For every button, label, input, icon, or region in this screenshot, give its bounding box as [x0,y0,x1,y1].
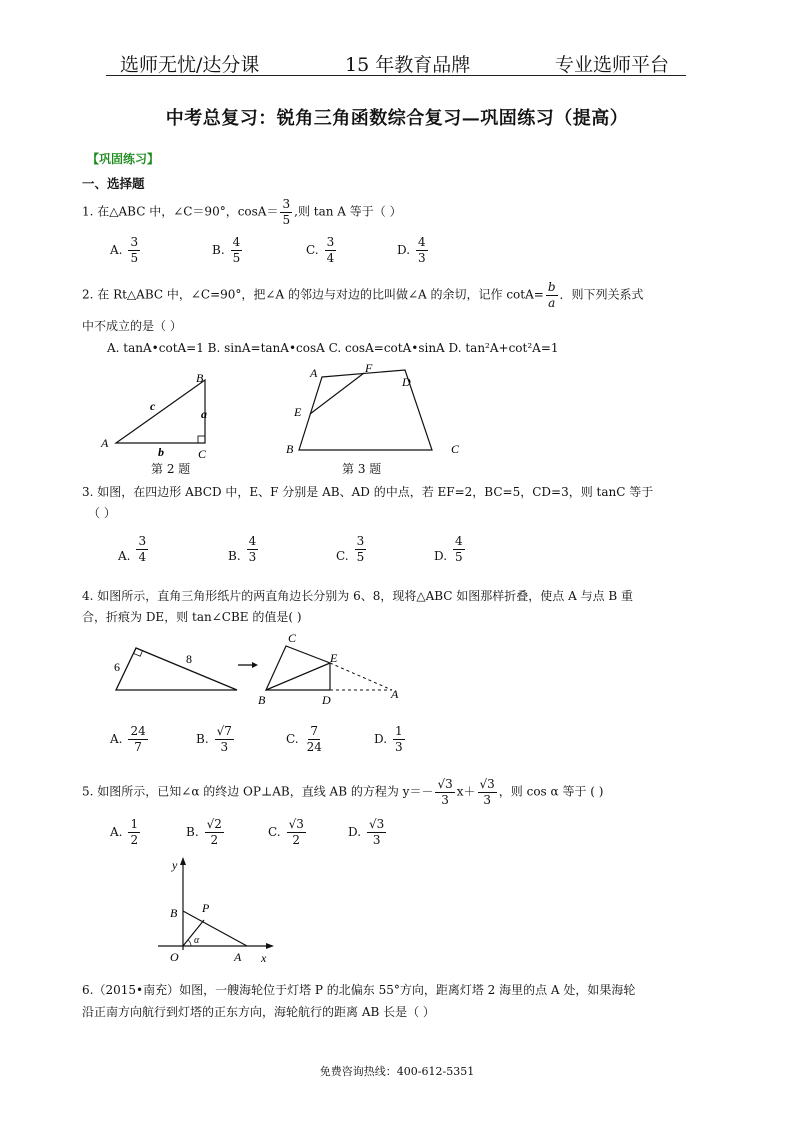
q5-option-d: D. $\frac{√3}{3}$ [348,817,385,847]
q2-options: A. tanA•cotA=1 B. sinA=tanA•cosA C. cosA=cotA•sinA D. tan²A+cot²A=1 [107,341,559,355]
q6-line2: 沿正南方向航行到灯塔的正东方向，海轮航行的距离 AB 长是（ ） [82,1005,435,1019]
fig3-label-f: F [365,361,373,375]
fig3-label-d: D [402,375,411,389]
fig5-label-o: O [170,950,179,964]
q5-option-c: C. $\frac{√3}{2}$ [268,817,304,847]
fig5-label-a: A [234,950,242,964]
q1-text-post: ,则 tan A 等于（ ） [294,204,402,219]
q4-option-c: C. $\frac{7}{24}$ [286,724,322,754]
fig5-label-alpha: α [194,935,200,946]
q1-fraction: $\frac{3}{5}$ [282,197,291,227]
fig4-label-a: A [391,687,399,701]
page-header [0,46,794,76]
part-label: 一、选择题 [82,176,145,191]
header-divider [106,75,686,76]
header-right: 专业选师平台 [555,54,670,76]
fig5-label-x: x [261,951,267,965]
fig3-label-a: A [310,366,318,380]
figure-4 [100,628,410,708]
question-5: 5. 如图所示，已知∠α 的终边 OP⊥AB，直线 AB 的方程为 y＝－ $\frac{√3}{3}$ x＋ $\frac{√3}{3}$ ，则 cos α 等于 ( ) [82,777,604,807]
section-label: 【巩固练习】 [87,152,160,166]
fig3-label-b: B [286,442,294,456]
q3-option-d: D. $\frac{4}{5}$ [434,534,463,564]
q1-option-a: A. $\frac{3}{5}$ [110,235,139,265]
q4-option-b: B. $\frac{√7}{3}$ [196,724,232,754]
q3-option-c: C. $\frac{3}{5}$ [336,534,365,564]
footer-hotline: 免费咨询热线：400-612-5351 [319,1065,475,1078]
question-2: 2. 在 Rt△ABC 中，∠C=90°，把∠A 的邻边与对边的比叫做∠A 的余切，记作 cotA= $\frac{b}{a}$ ．则下列关系式 [82,280,644,310]
fig5-label-y: y [172,858,178,872]
figure-3 [282,360,472,470]
fig4-label-6: 6 [114,660,120,674]
fig2-side-c: c [150,399,156,413]
header-left: 选师无忧/达分课 [120,54,260,76]
fig2-label-a-vertex: A [101,436,109,450]
figure-5 [150,855,290,970]
fig3-label-c: C [451,442,460,456]
fig3-caption: 第 3 题 [342,462,382,476]
q1-option-c: C. $\frac{3}{4}$ [306,235,335,265]
fig2-label-c-vertex: C [198,447,207,461]
fig4-label-e: E [330,651,338,665]
q1-option-d: D. $\frac{4}{3}$ [397,235,426,265]
fig4-label-c: C [288,631,297,645]
page-title: 中考总复习：锐角三角函数综合复习—巩固练习（提高） [165,108,629,129]
q3-option-a: A. $\frac{3}{4}$ [118,534,147,564]
question-6: 6.（2015•南充）如图，一艘海轮位于灯塔 P 的北偏东 55°方向，距离灯塔 2 海里的点 A 处，如果海轮 [82,983,636,997]
question-1 [82,198,402,226]
fig2-side-a: a [201,407,207,421]
question-4: 4. 如图所示，直角三角形纸片的两直角边长分别为 6、8，现将△ABC 如图那样折叠，使点 A 与点 B 重 [82,589,634,603]
q1-text-pre: 1. 在△ABC 中，∠C＝90°，cosA＝ [82,204,279,219]
fig4-label-d: D [322,693,331,707]
fig4-label-8: 8 [186,652,192,666]
header-center: 15 年教育品牌 [345,54,471,76]
fig2-label-b-vertex: B [196,371,204,385]
q3-option-b: B. $\frac{4}{3}$ [228,534,257,564]
q5-option-a: A. $\frac{1}{2}$ [110,817,139,847]
q5-option-b: B. $\frac{√2}{2}$ [186,817,222,847]
fig2-caption: 第 2 题 [151,462,191,476]
q1-option-b: B. $\frac{4}{5}$ [212,235,241,265]
fig3-label-e: E [294,405,302,419]
fig4-label-b: B [258,693,266,707]
question-3: 3. 如图，在四边形 ABCD 中，E、F 分别是 AB、AD 的中点，若 EF=2，BC=5，CD=3，则 tanC 等于 [82,485,654,499]
q2-line2: 中不成立的是（ ） [82,319,182,333]
fig5-label-b: B [170,906,178,920]
q4-option-d: D. $\frac{1}{3}$ [374,724,403,754]
q3-line2: （ ） [88,506,116,520]
fig5-label-p: P [202,901,210,915]
q4-option-a: A. $\frac{24}{7}$ [110,724,146,754]
fig2-side-b: b [158,445,164,459]
q4-line2: 合，折痕为 DE，则 tan∠CBE 的值是( ) [82,610,302,624]
